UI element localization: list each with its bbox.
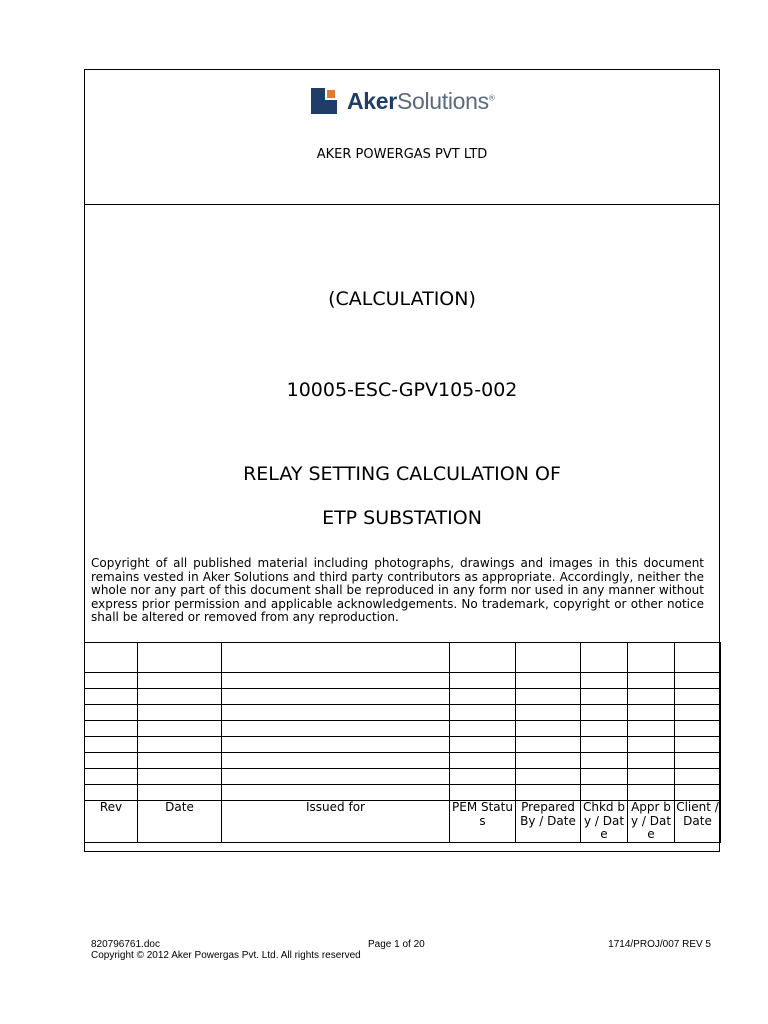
copyright-notice: Copyright of all published material including photographs, drawings and images in this document remains vested in Aker Solutions and third party contributors as appropriate. Accordingly, neither the whole nor any part of this document shall be reproduced in any form nor used in any manner without express prior permission and applicable acknowledgements. No trademark, copyright or other notice shall be altered or removed from any reproduction. <box>91 556 704 624</box>
revision-header-row <box>85 801 721 843</box>
footer-copyright: Copyright © 2012 Aker Powergas Pvt. Ltd. All rights reserved <box>91 950 361 961</box>
revision-row <box>85 721 721 737</box>
header-issued-for: Issued for <box>222 801 450 843</box>
header-client: Client / Date <box>675 801 721 843</box>
header-pem-status: PEM Status <box>450 801 516 843</box>
revision-row <box>85 785 721 801</box>
header-checked-by: Chkd by / Date <box>581 801 628 843</box>
header-date: Date <box>138 801 222 843</box>
company-name: AKER POWERGAS PVT LTD <box>316 147 488 162</box>
revision-row <box>85 643 721 673</box>
revision-row <box>85 753 721 769</box>
revision-table <box>84 642 721 843</box>
revision-row <box>85 689 721 705</box>
document-type: (CALCULATION) <box>328 288 476 310</box>
revision-row <box>85 769 721 785</box>
title-line-2: ETP SUBSTATION <box>322 507 482 529</box>
header-approved-by: Appr by / Date <box>628 801 675 843</box>
document-frame <box>84 69 720 852</box>
header-rev: Rev <box>85 801 138 843</box>
logo-wordmark: AkerSolutions® <box>347 87 495 114</box>
footer-left <box>91 939 361 961</box>
footer-form-ref: 1714/PROJ/007 REV 5 <box>608 939 711 950</box>
revision-row <box>85 705 721 721</box>
aker-logo-icon <box>311 88 337 114</box>
aker-solutions-logo <box>311 86 494 116</box>
title-line-1: RELAY SETTING CALCULATION OF <box>243 463 561 485</box>
header-cell <box>85 70 719 205</box>
footer-filename: 820796761.doc <box>91 939 160 950</box>
document-number: 10005-ESC-GPV105-002 <box>286 379 518 401</box>
revision-row <box>85 673 721 689</box>
footer-page-number: Page 1 of 20 <box>368 939 425 950</box>
revision-row <box>85 737 721 753</box>
header-prepared-by: Prepared By / Date <box>516 801 581 843</box>
